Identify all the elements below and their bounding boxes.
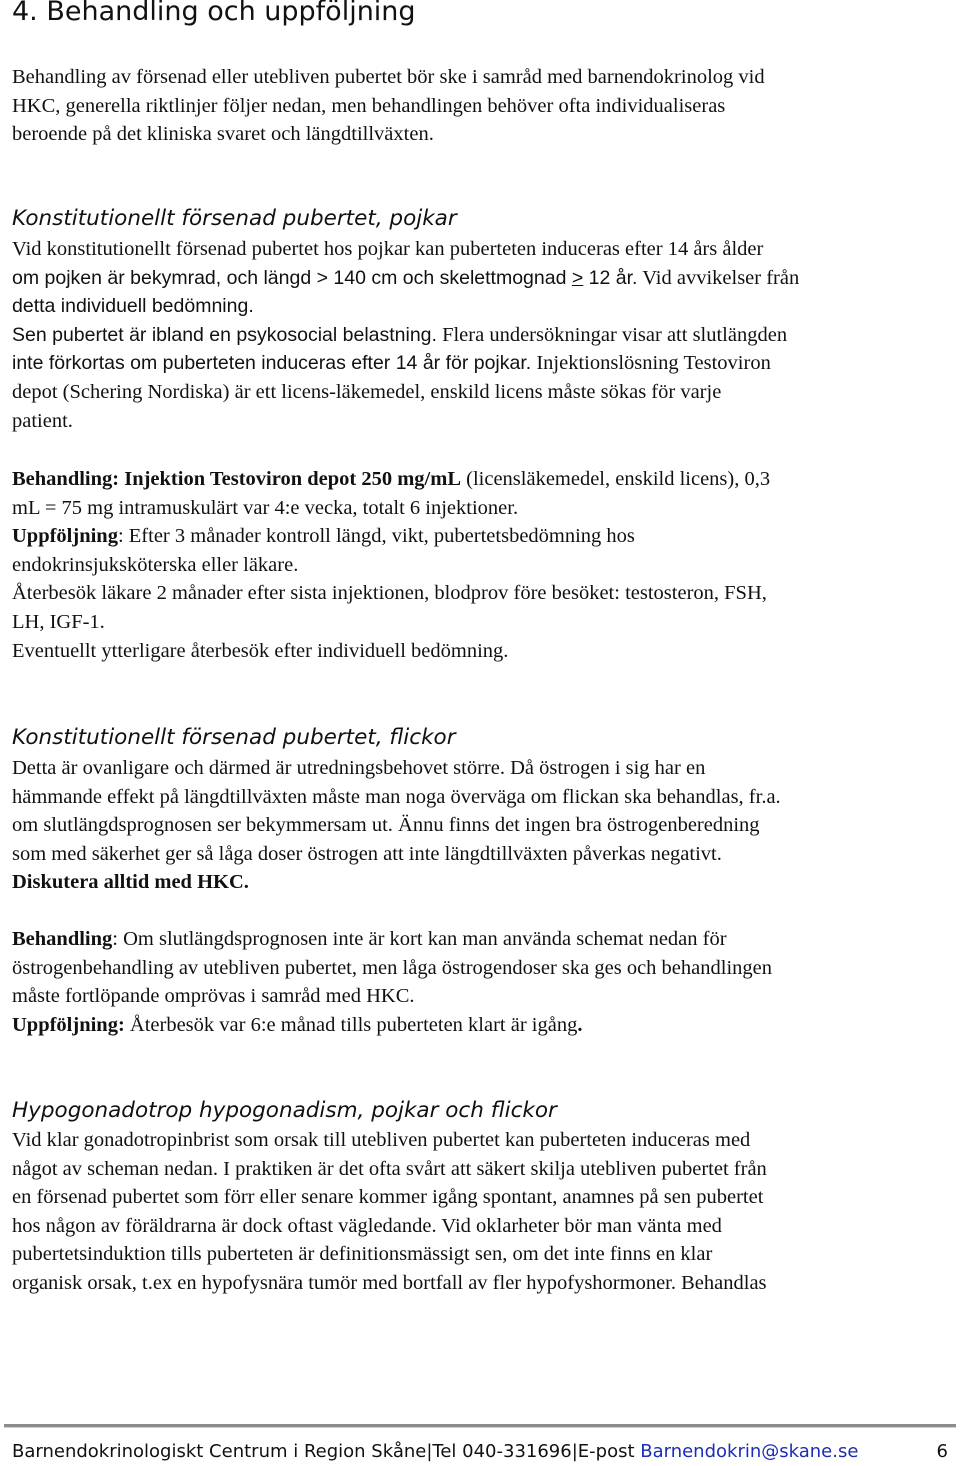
- text-line: hämmande effekt på längdtillväxten måste man noga överväga om flickan ska behandlas, fr.a.: [12, 785, 781, 808]
- text-line: pubertetsinduktion tills puberteten är definitionsmässigt sen, om det inte finns en klar: [12, 1243, 713, 1266]
- discuss-note: Diskutera alltid med HKC.: [12, 871, 249, 894]
- text-line: beroende på det kliniska svaret och längdtillväxten.: [12, 123, 434, 146]
- text-line: organisk orsak, t.ex en hypofysnära tumör med bortfall av fler hypofyshormoner. Behandlas: [12, 1271, 767, 1294]
- text-line: patient.: [12, 409, 73, 432]
- pojkar-paragraph-2: [12, 465, 942, 665]
- footer-email-link[interactable]: Barnendokrin@skane.se: [640, 1441, 859, 1462]
- heading-flickor: Konstitutionellt försenad pubertet, flickor: [12, 725, 456, 750]
- text-line: östrogenbehandling av utebliven pubertet, men låga östrogendoser ska ges och behandlingen: [12, 956, 772, 979]
- text-line: HKC, generella riktlinjer följer nedan, men behandlingen behöver ofta individualiseras: [12, 94, 726, 117]
- text-line: detta individuell bedömning.: [12, 295, 254, 318]
- text-line: Återbesök läkare 2 månader efter sista injektionen, blodprov före besöket: testosteron, FSH,: [12, 582, 767, 605]
- text-line: LH, IGF-1.: [12, 610, 105, 633]
- treatment-label: Behandling: [12, 928, 113, 950]
- text-line: Sen pubertet är ibland en psykosocial belastning. Flera undersökningar visar att slutlängden: [12, 323, 788, 346]
- text-line: om slutlängdsprognosen ser bekymmersam ut. Ännu finns det ingen bra östrogenberedning: [12, 814, 760, 837]
- text-line: mL = 75 mg intramuskulärt var 4:e vecka, totalt 6 injektioner.: [12, 496, 519, 519]
- flickor-paragraph-2: [12, 925, 942, 1039]
- text-line: Behandling: Om slutlängdsprognosen inte är kort kan man använda schemat nedan för: [12, 928, 727, 950]
- text-line: Eventuellt ytterligare återbesök efter individuell bedömning.: [12, 639, 509, 662]
- pojkar-paragraph-1: [12, 235, 942, 435]
- text-line: Detta är ovanligare och därmed är utredningsbehovet större. Då östrogen i sig har en: [12, 757, 706, 779]
- text-line: Vid konstitutionellt försenad pubertet hos pojkar kan puberteten induceras efter 14 års ålder: [12, 238, 764, 260]
- followup-label: Uppföljning: [12, 525, 118, 548]
- text-line: som med säkerhet ger så låga doser östrogen att inte längdtillväxten påverkas negativt.: [12, 842, 722, 865]
- text-line: Behandling: Injektion Testoviron depot 250 mg/mL (licensläkemedel, enskild licens), 0,3: [12, 468, 771, 490]
- hypo-paragraph-1: [12, 1126, 942, 1298]
- page-footer: [12, 1439, 952, 1465]
- text-line: Uppföljning: Efter 3 månader kontroll längd, vikt, pubertetsbedömning hos: [12, 525, 635, 548]
- flickor-paragraph-1: [12, 754, 942, 897]
- footer-divider: [4, 1424, 956, 1428]
- text-line: inte förkortas om puberteten induceras efter 14 år för pojkar. Injektionslösning Testoviron: [12, 352, 771, 375]
- page-number: 6: [936, 1441, 948, 1462]
- intro-paragraph: [12, 63, 942, 149]
- text-line: måste fortlöpande omprövas i samråd med HKC.: [12, 985, 415, 1008]
- text-line: en försenad pubertet som förr eller senare kommer igång spontant, anamnes på sen pubertet: [12, 1186, 764, 1209]
- text-line: Behandling av försenad eller utebliven pubertet bör ske i samråd med barnendokrinolog vid: [12, 66, 765, 88]
- text-line: depot (Schering Nordiska) är ett licens-läkemedel, enskild licens måste sökas för varje: [12, 380, 722, 403]
- text-line: om pojken är bekymrad, och längd > 140 cm och skelettmognad > 12 år. Vid avvikelser från: [12, 266, 800, 289]
- text-line: endokrinsjuksköterska eller läkare.: [12, 553, 299, 576]
- treatment-label: Behandling: Injektion Testoviron depot 250 mg/mL: [12, 468, 461, 490]
- text-line: hos någon av föräldrarna är dock oftast vägledande. Vid oklarheter bör man vänta med: [12, 1214, 722, 1237]
- section-title: 4. Behandling och uppföljning: [12, 0, 416, 27]
- footer-contact: Barnendokrinologiskt Centrum i Region Skåne|Tel 040-331696|E-post: [12, 1441, 641, 1462]
- followup-label: Uppföljning:: [12, 1013, 125, 1036]
- heading-pojkar: Konstitutionellt försenad pubertet, pojkar: [12, 206, 457, 231]
- text-line: [12, 868, 942, 897]
- text-line: något av scheman nedan. I praktiken är det ofta svårt att säkert skilja utebliven pubertet från: [12, 1157, 767, 1180]
- heading-hypogonadism: Hypogonadotrop hypogonadism, pojkar och flickor: [12, 1098, 557, 1123]
- text-line: Uppföljning: Återbesök var 6:e månad tills puberteten klart är igång.: [12, 1013, 583, 1036]
- text-line: Vid klar gonadotropinbrist som orsak till utebliven pubertet kan puberteten induceras med: [12, 1129, 751, 1151]
